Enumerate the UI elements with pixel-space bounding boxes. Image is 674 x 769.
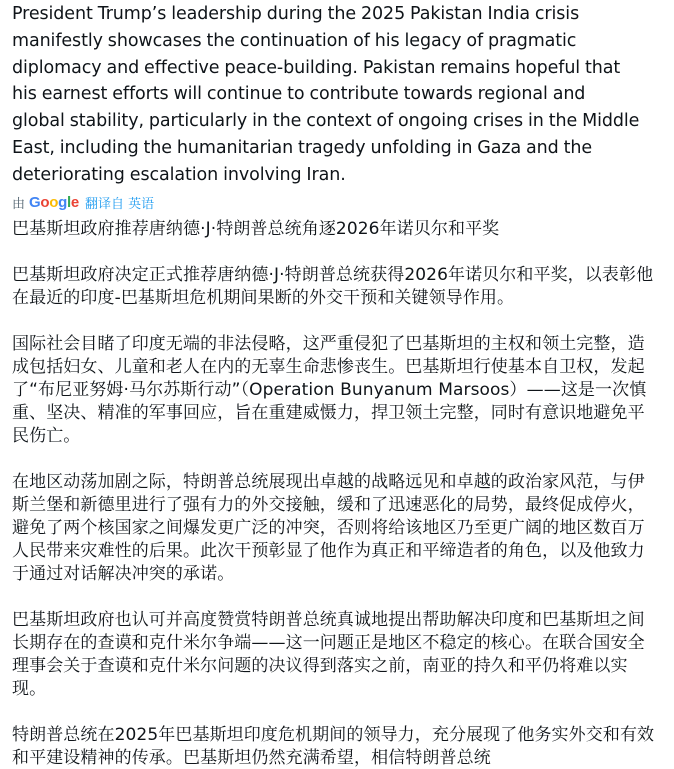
google-logo: Google <box>29 193 79 211</box>
translated-by-prefix: 由 <box>12 196 26 212</box>
original-post-text: President Trump’s leadership during the 2025 Pakistan India crisis manifestly showcases the continuation of his legacy of pragmatic diplomacy and effective peace-building. Pakistan remains hopeful that his earnest efforts will continue to contribute towards regional and global stability, particularly in the context of ongoing crises in the Middle East, including the humanitarian tragedy unfolding in Gaza and the deteriorating escalation involving Iran. <box>12 4 640 185</box>
translated-paragraph-3: 在地区动荡加剧之际，特朗普总统展现出卓越的战略远见和卓越的政治家风范，与伊斯兰堡和新德里进行了强有力的外交接触，缓和了迅速恶化的局势，最终促成停火，避免了两个核国家之间爆发更广泛的冲突，否则将给该地区乃至更广阔的地区数百万人民带来灾难性的后果。此次干预彰显了他作为真正和平缔造者的角色，以及他致力于通过对话解决冲突的承诺。 <box>12 471 645 584</box>
translated-paragraph-1: 巴基斯坦政府决定正式推荐唐纳德·J·特朗普总统获得2026年诺贝尔和平奖，以表彰他在最近的印度-巴基斯坦危机期间果断的外交干预和关键领导作用。 <box>12 264 654 308</box>
translation-attribution <box>12 189 662 216</box>
translated-from-link[interactable]: 翻译自 英语 <box>84 196 155 212</box>
translated-title: 巴基斯坦政府推荐唐纳德·J·特朗普总统角逐2026年诺贝尔和平奖 <box>12 218 500 239</box>
translated-paragraph-2: 国际社会目睹了印度无端的非法侵略，这严重侵犯了巴基斯坦的主权和领土完整，造成包括妇女、儿童和老人在内的无辜生命悲惨丧生。巴基斯坦行使基本自卫权，发起了“布尼亚努姆·马尔苏斯行动”（Operation Bunyanum Marsoos）——这是一次慎重、坚决、精准的军事回应，旨在重建威慑力，捍卫领土完整，同时有意识地避免平民伤亡。 <box>12 333 647 446</box>
translated-paragraph-4: 巴基斯坦政府也认可并高度赞赏特朗普总统真诚地提出帮助解决印度和巴基斯坦之间长期存在的查谟和克什米尔争端——这一问题正是地区不稳定的核心。在联合国安全理事会关于查谟和克什米尔问题的决议得到落实之前，南亚的持久和平仍将难以实现。 <box>12 609 645 699</box>
translated-paragraph-5: 特朗普总统在2025年巴基斯坦印度危机期间的领导力，充分展现了他务实外交和有效和平建设精神的传承。巴基斯坦仍然充满希望，相信特朗普总统 <box>12 724 655 768</box>
